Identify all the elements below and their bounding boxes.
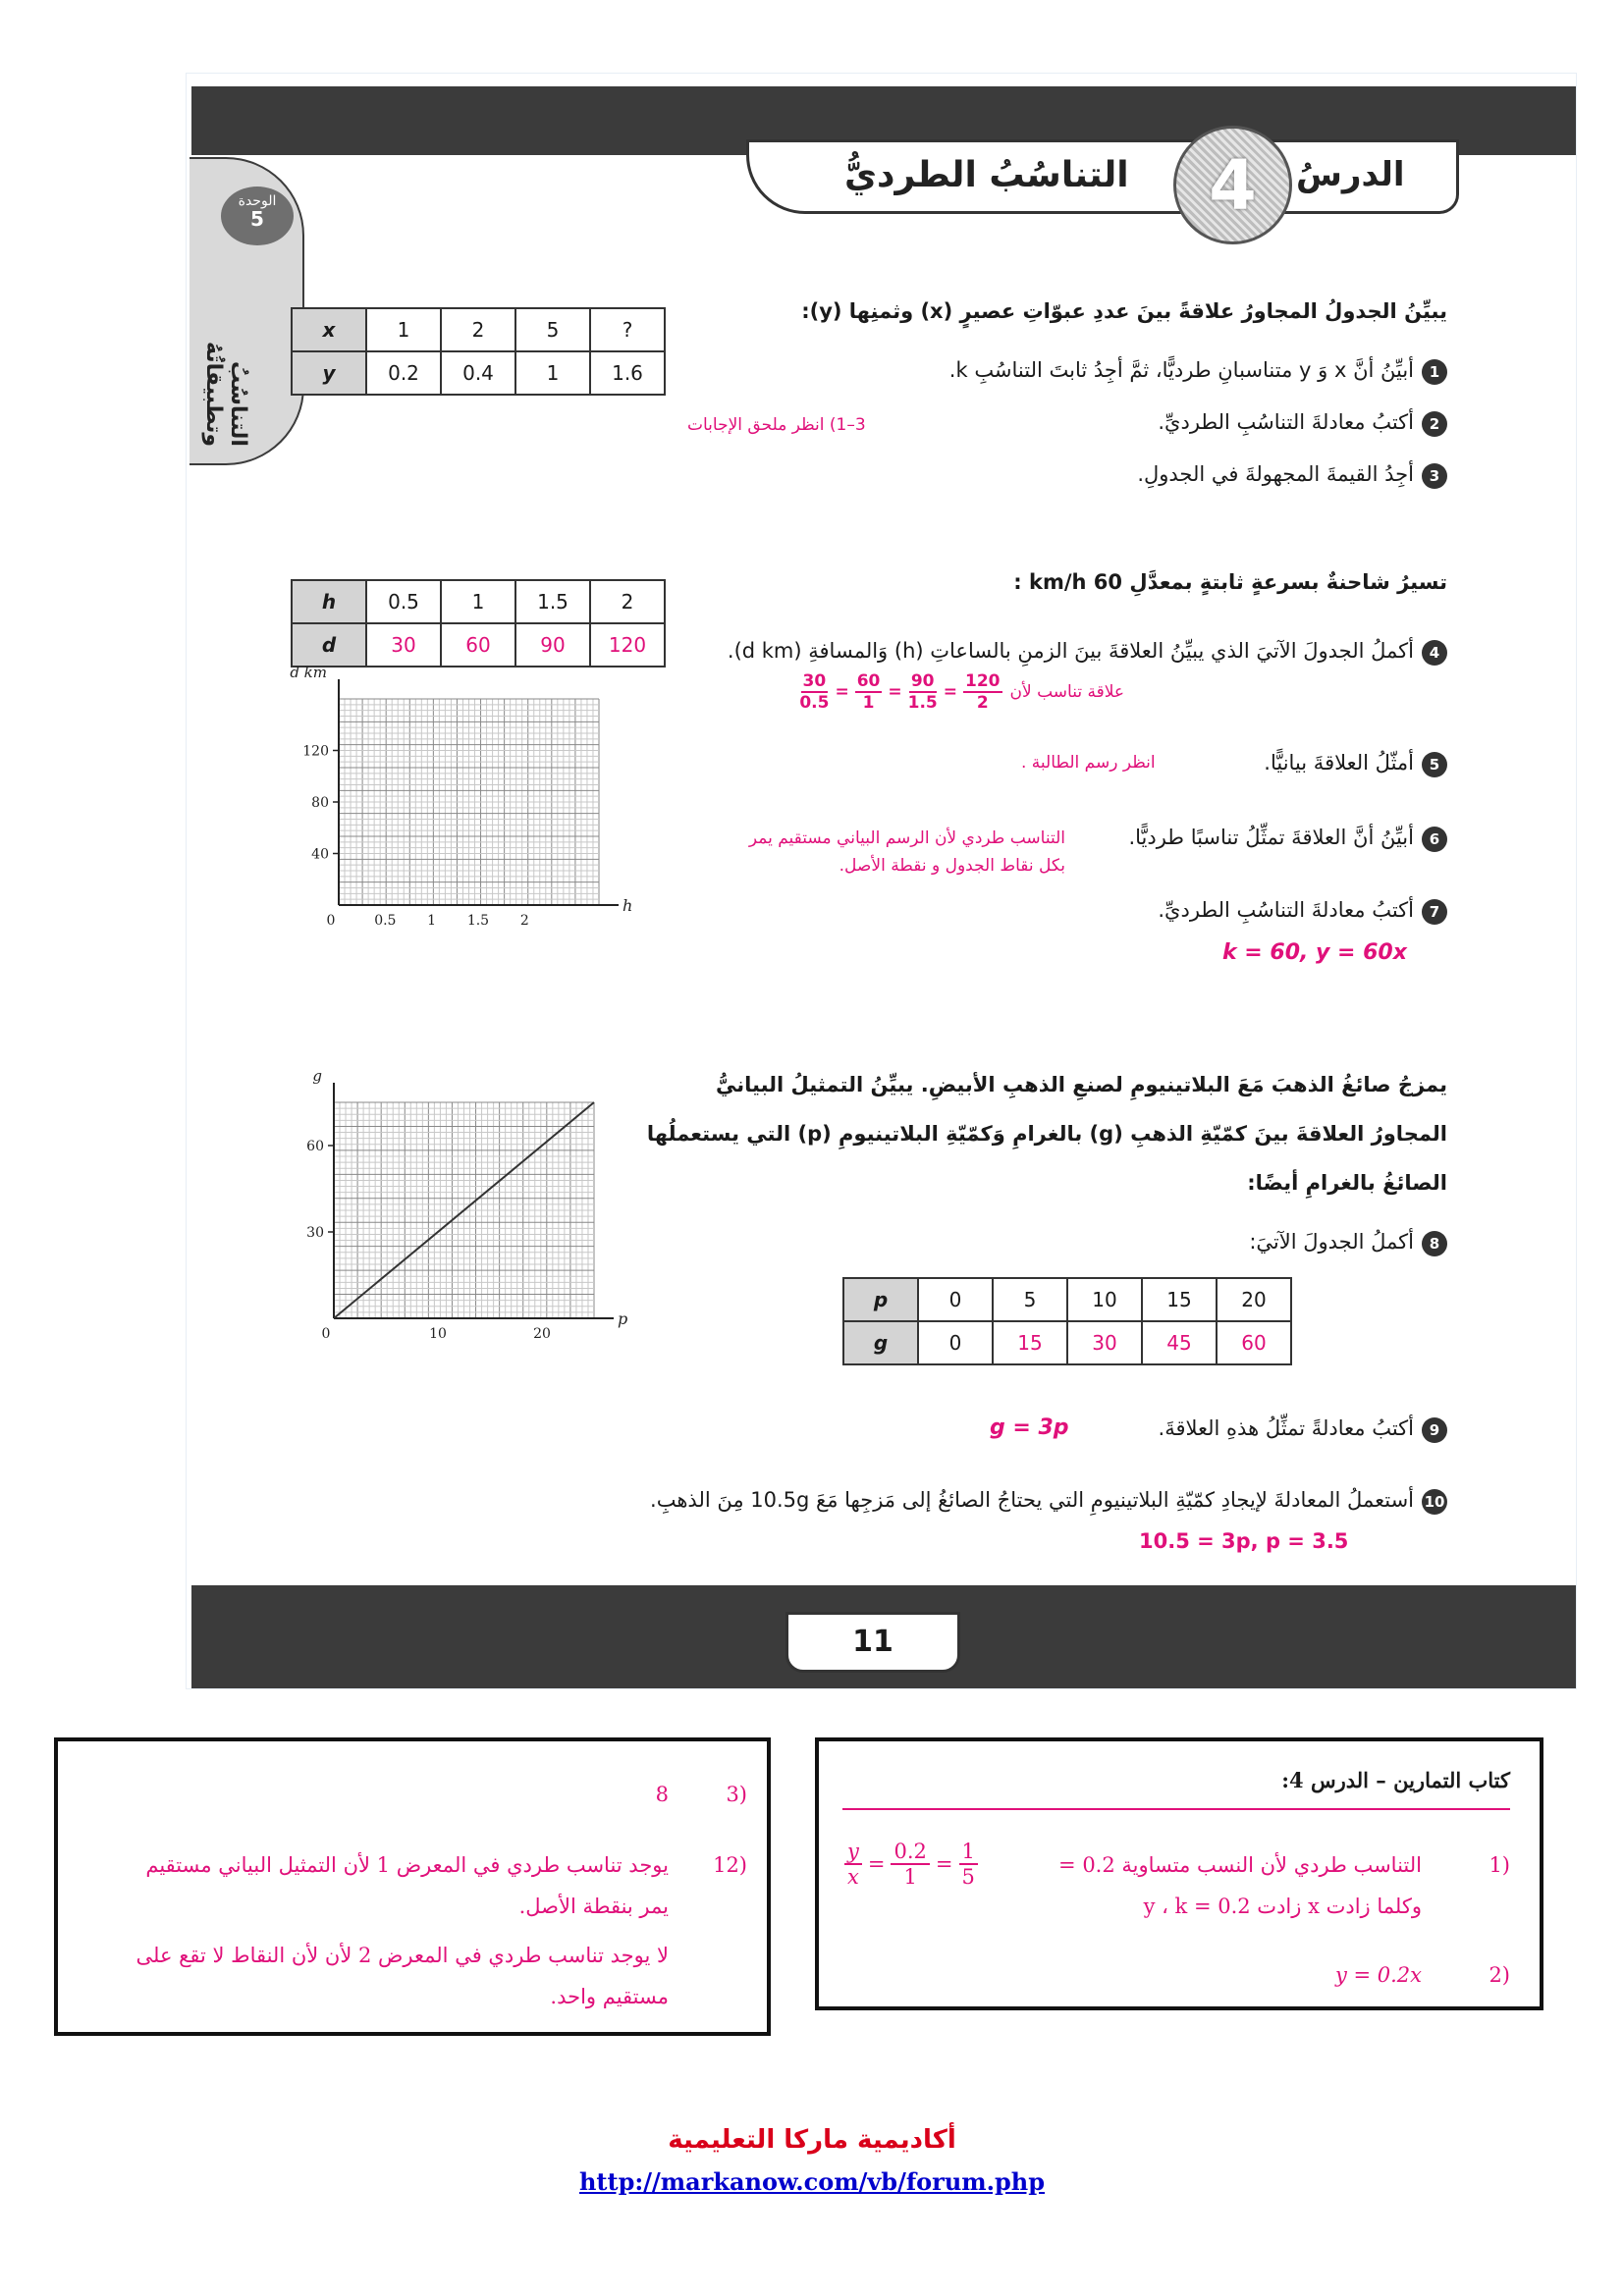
question-text: أجِدُ القيمةَ المجهولةَ في الجدولِ. — [1137, 462, 1414, 486]
unit-number: 5 — [250, 207, 264, 231]
question-text: أكتبُ معادلةَ التناسُبِ الطرديِّ. — [1158, 898, 1414, 922]
table-cell: 1.5 — [515, 580, 590, 623]
question-10 — [505, 1485, 1447, 1515]
answer-number: 12) — [713, 1853, 747, 1877]
table-cell: 90 — [515, 623, 590, 667]
question-2 — [858, 407, 1447, 437]
question-text: أبيِّنُ أنَّ العلاقةَ تمثِّلُ تناسبًا طرديًّا. — [1128, 826, 1414, 849]
y-tick-label: 30 — [306, 1225, 324, 1241]
question-number: 1 — [1422, 359, 1447, 385]
q4-fractions: $\frac{30}{0.5}$ = $\frac{60}{1}$ = $\frac{90}{1.5}$ = $\frac{120}{2}$ — [799, 671, 1001, 713]
table-cell: 15 — [993, 1321, 1067, 1364]
x-tick-label: 0.5 — [374, 913, 397, 929]
question-number: 10 — [1422, 1489, 1447, 1515]
q6-answer-line: بكل نقاط الجدول و نقطة الأصل. — [839, 856, 1065, 876]
section1-intro: يبيِّنُ الجدولُ المجاورُ علاقةً بينَ عددِ عبوّاتِ عصيرٍ (x) وثمنِها (y): — [801, 299, 1447, 323]
gold-platinum-graph — [280, 1039, 663, 1343]
unit-title: التناسُبُ وتطبيقاتُهُ — [201, 341, 250, 447]
question-7 — [1055, 895, 1447, 925]
x-tick-label: 2 — [519, 913, 529, 929]
question-number: 6 — [1422, 827, 1447, 852]
question-text: أكتبُ معادلةً تمثِّلُ هذهِ العلاقةَ. — [1158, 1416, 1414, 1440]
question-number: 9 — [1422, 1417, 1447, 1443]
answer-text: لا يوجد تناسب طردي في المعرض 2 لأن لأن النقاط لا تقع على — [135, 1944, 669, 1967]
juice-table — [291, 307, 666, 396]
lesson-number-badge: 4 — [1173, 126, 1292, 244]
answer-box-right — [815, 1737, 1543, 2010]
table-row — [292, 308, 665, 351]
table-head-cell: x — [292, 308, 366, 351]
question-number: 2 — [1422, 411, 1447, 437]
table-row — [843, 1321, 1291, 1364]
q4-answer-label: علاقة تناسب لأن — [1009, 682, 1124, 702]
table-cell: 0.5 — [366, 580, 441, 623]
q10-answer: 10.5 = 3p, p = 3.5 — [1139, 1529, 1349, 1553]
question-text: أكملُ الجدولَ الآتيَ الذي يبيِّنُ العلاقةَ بينَ الزمنِ بالساعاتِ (h) وَالمسافةِ (d km). — [727, 639, 1414, 663]
answer-text: يوجد تناسب طردي في المعرض 1 لأن التمثيل البياني مستقيم — [145, 1853, 669, 1877]
answer-box-title: كتاب التمارين – الدرس 4: — [1281, 1768, 1510, 1792]
answer-text: y = 0.2x — [1334, 1963, 1422, 1987]
table-cell: 1 — [515, 351, 590, 395]
question-text: أكملُ الجدولَ الآتيَ: — [1249, 1230, 1414, 1254]
fraction: $\frac{30}{0.5}$ — [799, 671, 830, 713]
table-cell: 30 — [366, 623, 441, 667]
table-cell: 20 — [1217, 1278, 1291, 1321]
table-cell: 10 — [1067, 1278, 1142, 1321]
table-cell: 0 — [918, 1321, 993, 1364]
table-head-cell: h — [292, 580, 366, 623]
divider — [842, 1808, 1510, 1810]
lesson-word: الدرسُ — [1296, 155, 1405, 194]
fraction: $\frac{1}{5}$ — [959, 1840, 978, 1889]
fraction: $\frac{y}{x}$ — [844, 1840, 862, 1889]
table-cell: 5 — [515, 308, 590, 351]
table-head-cell: p — [843, 1278, 918, 1321]
lesson-title: التناسُبُ الطرديُّ — [844, 155, 1129, 195]
y-tick-label: 40 — [311, 846, 329, 863]
answer-text: يمر بنقطة الأصل. — [518, 1895, 669, 1918]
table-cell: 120 — [590, 623, 665, 667]
fraction: $\frac{0.2}{1}$ — [891, 1840, 929, 1889]
fraction: $\frac{60}{1}$ — [856, 671, 881, 713]
table-cell: 15 — [1142, 1278, 1217, 1321]
table-head-cell: y — [292, 351, 366, 395]
table-cell: 1.6 — [590, 351, 665, 395]
y-tick-label: 120 — [302, 743, 329, 760]
answer-number: 1) — [1489, 1853, 1510, 1877]
x-tick-label: 0 — [321, 1326, 331, 1342]
table-row — [292, 351, 665, 395]
question-1 — [662, 355, 1447, 385]
x-tick-label: 0 — [326, 913, 336, 929]
x-tick-label: 10 — [429, 1326, 447, 1342]
x-tick-label: 1.5 — [466, 913, 490, 929]
fraction: $\frac{90}{1.5}$ — [907, 671, 938, 713]
question-8 — [1055, 1227, 1447, 1256]
x-tick-label: 20 — [533, 1326, 551, 1342]
page-number: 11 — [785, 1612, 960, 1673]
q9-answer: g = 3p — [990, 1415, 1069, 1440]
table-cell: ? — [590, 308, 665, 351]
question-number: 7 — [1422, 899, 1447, 925]
question-number: 8 — [1422, 1231, 1447, 1256]
gold-table — [842, 1277, 1292, 1365]
table-cell: 60 — [1217, 1321, 1291, 1364]
distance-time-graph — [280, 664, 643, 933]
x-axis-label: p — [618, 1309, 628, 1328]
answer-text: وكلما زادت x زادت y ، k = 0.2 — [1143, 1895, 1422, 1918]
question-number: 3 — [1422, 463, 1447, 489]
answer-text: 8 — [655, 1783, 669, 1806]
x-axis-label: h — [623, 896, 633, 915]
fraction: $\frac{120}{2}$ — [965, 671, 1001, 713]
y-axis-label: g — [312, 1067, 322, 1085]
question-text: أمثّلُ العلاقةَ بيانيًّا. — [1264, 751, 1414, 774]
table-cell: 30 — [1067, 1321, 1142, 1364]
answer-fractions: $\frac{1}{5}$ = $\frac{0.2}{1}$ = $\frac{y}{x}$ — [844, 1840, 978, 1889]
answer-note: 3–1) انظر ملحق الإجابات — [687, 415, 866, 435]
unit-label: الوحدة — [238, 193, 277, 209]
question-text: أكتبُ معادلةَ التناسُبِ الطرديِّ. — [1158, 410, 1414, 434]
table-cell: 1 — [441, 580, 515, 623]
question-text: أستعملُ المعادلةَ لإيجادِ كمّيّةِ البلاتينيومِ التي يحتاجُ الصائغُ إلى مَزجِها مَعَ 10.5g مِنَ الذهبِ. — [650, 1488, 1414, 1512]
answer-number: 3) — [726, 1783, 747, 1806]
table-cell: 0 — [918, 1278, 993, 1321]
table-row — [292, 623, 665, 667]
question-number: 5 — [1422, 752, 1447, 777]
question-text: أبيِّنُ أنَّ x وَ y متناسبانِ طرديًّا، ثمَّ أجِدُ ثابتَ التناسُبِ k. — [948, 358, 1414, 382]
question-3 — [858, 459, 1447, 489]
y-tick-label: 80 — [311, 795, 329, 811]
answer-box-left — [54, 1737, 771, 2036]
q6-answer — [653, 825, 1065, 880]
academy-link[interactable]: http://markanow.com/vb/forum.php — [578, 2167, 1046, 2196]
q4-answer — [756, 667, 1124, 717]
section3-intro-line: المجاورُ العلاقةَ بينَ كمّيّةِ الذهبِ (g) بالغرامِ وَكمّيّةِ البلاتينيومِ (p) التي يستعملُها — [646, 1122, 1447, 1146]
table-cell: 0.2 — [366, 351, 441, 395]
truck-table — [291, 579, 666, 667]
section2-intro: تسيرُ شاحنةٌ بسرعةٍ ثابتةٍ بمعدَّلِ 60 km/h : — [1013, 570, 1447, 594]
academy-name: أكاديمية ماركا التعليمية — [668, 2125, 956, 2155]
question-9 — [1113, 1414, 1447, 1443]
answer-text: مستقيم واحد. — [550, 1985, 669, 2008]
table-cell: 45 — [1142, 1321, 1217, 1364]
answer-text: التناسب طردي لأن النسب متساوية 0.2 = — [1058, 1853, 1422, 1877]
unit-badge — [221, 187, 294, 245]
table-cell: 1 — [366, 308, 441, 351]
question-4 — [721, 636, 1447, 666]
table-cell: 2 — [590, 580, 665, 623]
table-row — [843, 1278, 1291, 1321]
question-6 — [1055, 823, 1447, 852]
table-row — [292, 580, 665, 623]
section3-intro-line: يمزجُ صائغُ الذهبَ مَعَ البلاتينيومِ لصنعِ الذهبِ الأبيضِ. يبيِّنُ التمثيلُ البيانيُّ — [715, 1073, 1447, 1096]
q7-answer: k = 60, y = 60x — [1222, 940, 1407, 965]
q6-answer-line: التناسب طردي لأن الرسم البياني مستقيم يمر — [748, 828, 1065, 848]
x-tick-label: 1 — [427, 913, 437, 929]
table-cell: 2 — [441, 308, 515, 351]
table-cell: 0.4 — [441, 351, 515, 395]
table-head-cell: g — [843, 1321, 918, 1364]
question-number: 4 — [1422, 640, 1447, 666]
answer-number: 2) — [1489, 1963, 1510, 1987]
table-head-cell: d — [292, 623, 366, 667]
y-tick-label: 60 — [306, 1139, 324, 1154]
table-cell: 60 — [441, 623, 515, 667]
y-axis-label: d km — [290, 664, 327, 681]
q5-answer: انظر رسم الطالبة . — [1021, 753, 1156, 773]
section3-intro-line: الصائغُ بالغرامِ أيضًا: — [1247, 1171, 1447, 1195]
table-cell: 5 — [993, 1278, 1067, 1321]
